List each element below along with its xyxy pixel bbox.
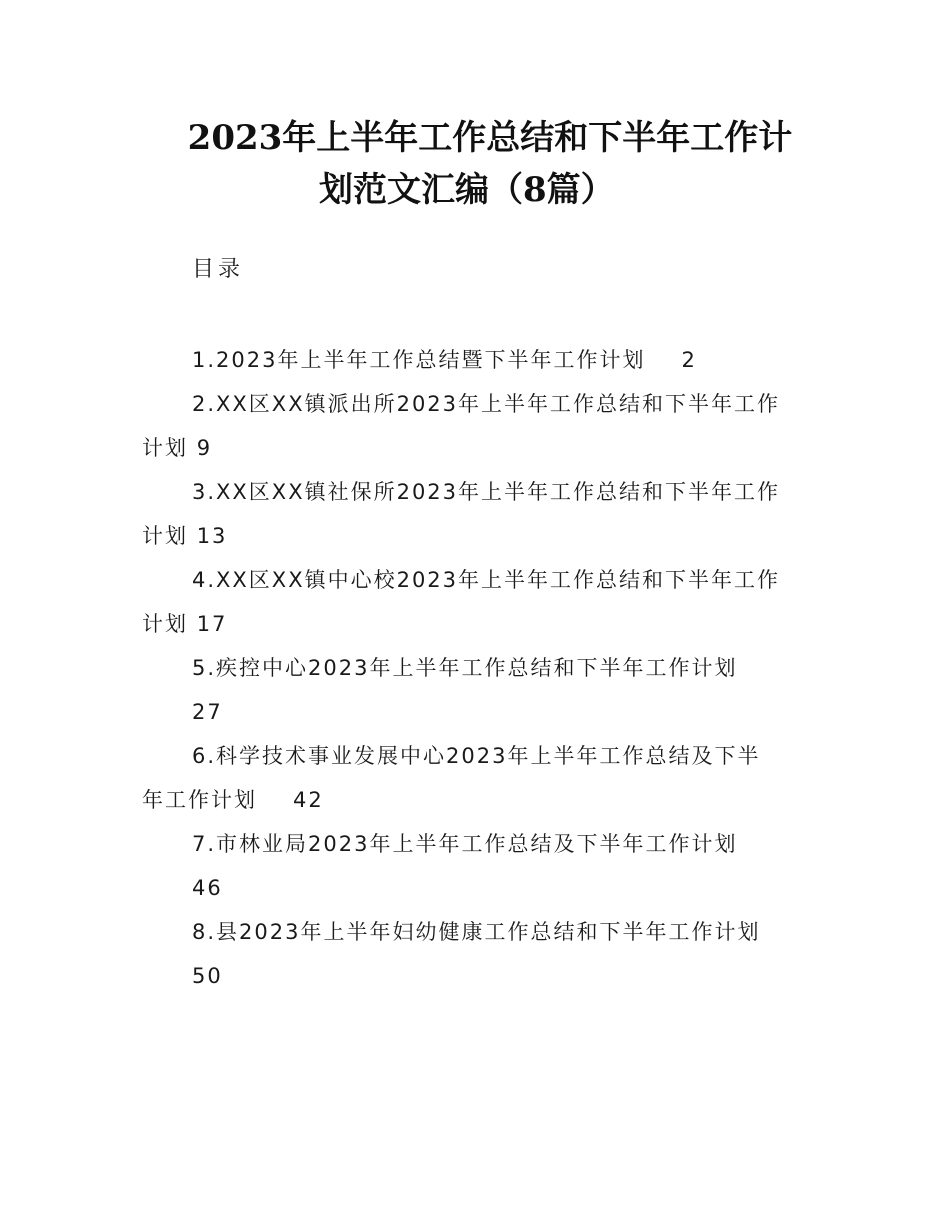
toc-entry-page: 17 (196, 612, 228, 636)
toc-entry-title-cont: 计划 (142, 612, 188, 636)
toc-entry-title-cont: 计划 (142, 524, 188, 548)
toc-entry-8[interactable] (142, 910, 822, 998)
toc-entry-title: 3.XX区XX镇社保所2023年上半年工作总结和下半年工作 (192, 480, 781, 504)
toc-entry-title-cont: 年工作计划 (142, 788, 257, 812)
toc-entry-page: 27 (192, 700, 223, 724)
toc-entry-page: 42 (293, 788, 324, 812)
toc-entry-title: 2.XX区XX镇派出所2023年上半年工作总结和下半年工作 (192, 392, 781, 416)
title-line-2: 划范文汇编（8篇） (319, 170, 615, 210)
toc-entry-page: 2 (681, 348, 697, 372)
toc-entry-page: 46 (192, 876, 223, 900)
toc-entry-3[interactable] (142, 470, 822, 558)
toc-entry-page: 50 (192, 964, 223, 988)
toc-entry-2[interactable] (142, 382, 822, 470)
document-title (120, 112, 860, 216)
toc-entry-title: 1.2023年上半年工作总结暨下半年工作计划 (192, 348, 646, 372)
table-of-contents (142, 338, 822, 998)
toc-entry-6[interactable] (142, 734, 822, 822)
toc-entry-page: 9 (196, 436, 213, 460)
toc-entry-title: 7.市林业局2023年上半年工作总结及下半年工作计划 (192, 832, 738, 856)
toc-entry-title: 4.XX区XX镇中心校2023年上半年工作总结和下半年工作 (192, 568, 781, 592)
toc-entry-5[interactable] (142, 646, 822, 734)
toc-entry-title: 6.科学技术事业发展中心2023年上半年工作总结及下半 (192, 744, 761, 768)
toc-entry-title: 8.县2023年上半年妇幼健康工作总结和下半年工作计划 (192, 920, 761, 944)
toc-entry-page: 13 (196, 524, 228, 548)
toc-entry-4[interactable] (142, 558, 822, 646)
toc-entry-1[interactable] (142, 338, 822, 382)
toc-entry-7[interactable] (142, 822, 822, 910)
toc-entry-title-cont: 计划 (142, 436, 188, 460)
title-line-1: 2023年上半年工作总结和下半年工作计 (187, 118, 793, 158)
toc-heading: 目录 (192, 257, 245, 282)
toc-entry-title: 5.疾控中心2023年上半年工作总结和下半年工作计划 (192, 656, 738, 680)
